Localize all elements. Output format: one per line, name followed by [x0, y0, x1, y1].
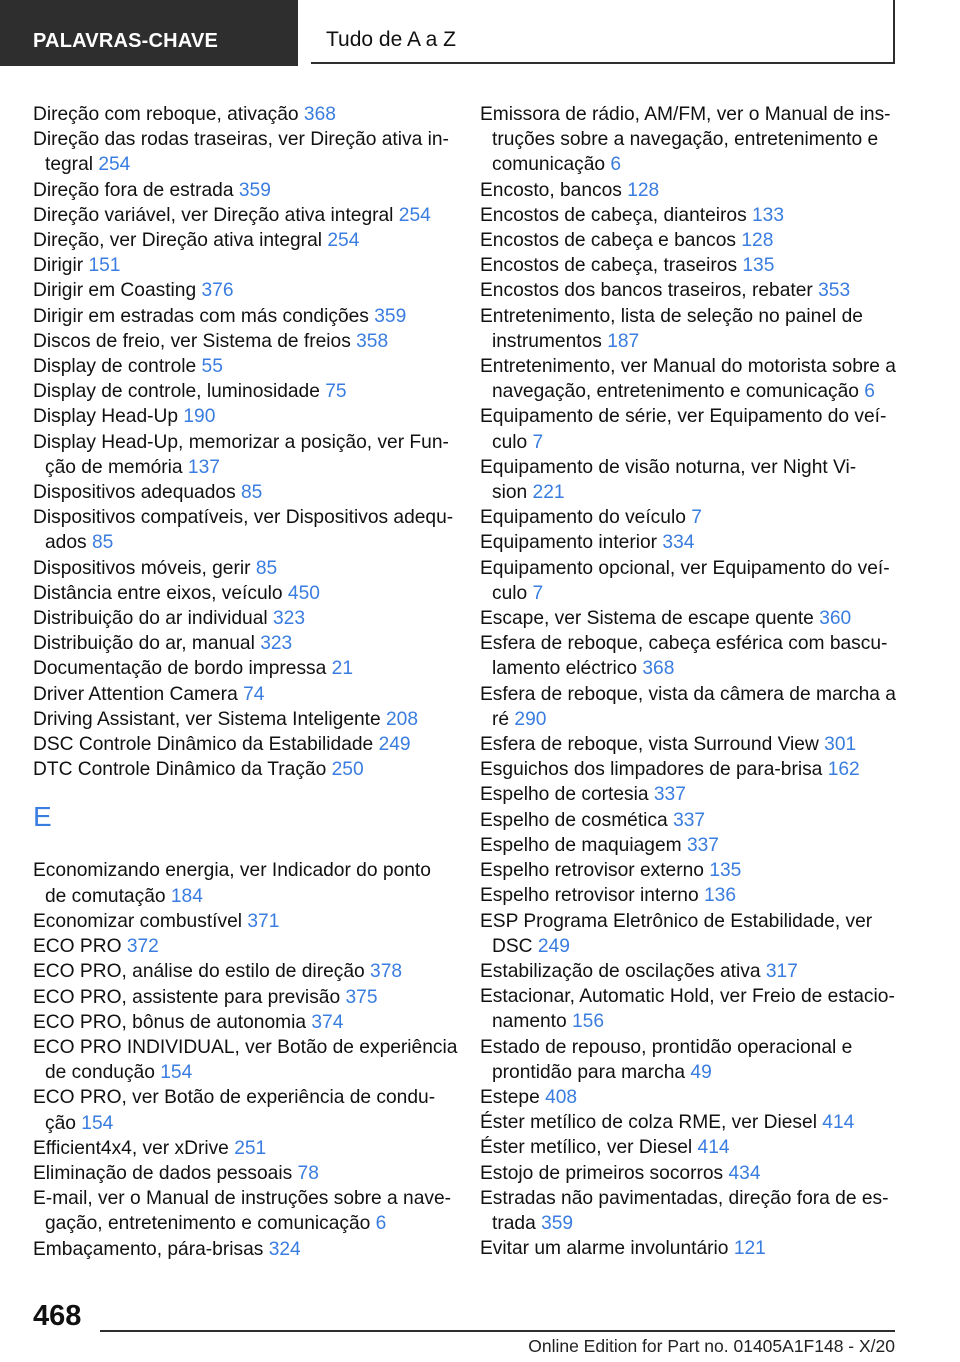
index-entry: [480, 732, 900, 757]
index-entry-text: Dirigir em estradas com más condições: [33, 305, 369, 327]
index-entry-text: Display Head-Up, memorizar a posição, ver Fun‐: [33, 431, 449, 453]
index-entry-text: Direção das rodas traseiras, ver Direção ativa in‐: [33, 129, 449, 151]
index-entry: [33, 1186, 453, 1236]
index-entry: [33, 581, 453, 606]
page-reference-link[interactable]: 374: [311, 1011, 344, 1033]
index-entry: [33, 203, 453, 228]
index-entry-text: DSC Controle Dinâmico da Estabilidade: [33, 734, 374, 756]
index-entry: [480, 757, 900, 782]
index-entry-text: Éster metílico de colza RME, ver Diesel: [480, 1112, 817, 1134]
footer-edition: Online Edition for Part no. 01405A1F148 - X/20: [528, 1336, 895, 1356]
index-entry-text: Encostos de cabeça e bancos: [480, 230, 737, 252]
page-reference-link[interactable]: 137: [187, 456, 220, 478]
index-entry: [33, 959, 453, 984]
index-entry-text: Display de controle: [33, 356, 197, 378]
index-entry: [33, 253, 453, 278]
page-reference-link[interactable]: 154: [160, 1062, 193, 1084]
page-reference-link[interactable]: 221: [532, 482, 565, 504]
index-entry-text: Dirigir em Coasting: [33, 280, 197, 302]
index-entry: [33, 934, 453, 959]
page-reference-link[interactable]: 85: [255, 557, 278, 579]
index-entry-text: ECO PRO, ver Botão de experiência de condu‐: [33, 1087, 436, 1109]
index-entry: [33, 404, 453, 429]
index-entry-text: Escape, ver Sistema de escape quente: [480, 608, 814, 630]
index-entry-text: comunicação: [492, 154, 606, 176]
page-reference-link[interactable]: 408: [545, 1086, 578, 1108]
index-entry-text: navegação, entretenimento e comunicação: [492, 381, 859, 403]
index-group-d: [33, 102, 453, 782]
index-entry-text: ção de memória: [45, 456, 183, 478]
index-entry: [480, 984, 900, 1034]
page-reference-link[interactable]: 6: [375, 1213, 387, 1235]
index-entry-text: Estradas não pavimentadas, direção fora de es‐: [480, 1187, 889, 1209]
page-reference-link[interactable]: 368: [642, 658, 675, 680]
index-entry: [480, 530, 900, 555]
index-entry: [480, 1035, 900, 1085]
index-entry: [480, 1161, 900, 1186]
page-reference-link[interactable]: 337: [673, 809, 706, 831]
index-entry: [33, 1136, 453, 1161]
page-reference-link[interactable]: 371: [247, 910, 280, 932]
page-reference-link[interactable]: 21: [331, 658, 353, 680]
page-reference-link[interactable]: 359: [238, 179, 271, 201]
index-entry-text: Estado de repouso, prontidão operacional e: [480, 1036, 853, 1058]
index-entry-text: Driver Attention Camera: [33, 683, 238, 705]
index-entry: [33, 909, 453, 934]
index-entry-text: Dispositivos adequados: [33, 482, 236, 504]
index-entry-text: Direção, ver Direção ativa integral: [33, 230, 323, 252]
index-entry: [480, 203, 900, 228]
index-entry-text: Display Head-Up: [33, 406, 179, 428]
index-entry: [33, 631, 453, 656]
page-reference-link[interactable]: 324: [268, 1238, 301, 1260]
page-reference-link[interactable]: 6: [864, 381, 875, 403]
index-entry-text: Embaçamento, pára-brisas: [33, 1238, 264, 1260]
page-reference-link[interactable]: 249: [378, 734, 411, 756]
index-entry: [480, 1186, 900, 1236]
index-entry: [33, 985, 453, 1010]
index-entry-text: Equipamento do veículo: [480, 507, 686, 529]
index-entry: [480, 682, 900, 732]
index-entry: [480, 782, 900, 807]
index-entry-text: ECO PRO: [33, 936, 122, 958]
index-entry-text: ECO PRO, bônus de autonomia: [33, 1011, 307, 1033]
page-reference-link[interactable]: 323: [272, 608, 305, 630]
page-number: 468: [33, 1300, 82, 1332]
index-entry: [480, 808, 900, 833]
index-entry-text: DSC: [492, 935, 533, 957]
page-reference-link[interactable]: 156: [572, 1011, 605, 1033]
page-reference-link[interactable]: 151: [88, 255, 121, 277]
index-entry-text: sion: [492, 482, 528, 504]
index-entry: [480, 909, 900, 959]
index-entry-text: Estojo de primeiros socorros: [480, 1162, 724, 1184]
page-reference-link[interactable]: 337: [653, 784, 686, 806]
index-entry-text: Espelho de cosmética: [480, 809, 668, 831]
index-entry-text: Display de controle, luminosidade: [33, 381, 320, 403]
footer-divider: [100, 1330, 895, 1332]
page-reference-link[interactable]: 135: [709, 860, 742, 882]
index-entry: [33, 329, 453, 354]
index-entry-text: Efficient4x4, ver xDrive: [33, 1137, 229, 1159]
page-reference-link[interactable]: 359: [374, 305, 407, 327]
index-entry: [480, 833, 900, 858]
index-entry: [33, 178, 453, 203]
page-reference-link[interactable]: 254: [98, 154, 131, 176]
page-reference-link[interactable]: 378: [370, 961, 403, 983]
index-entry-text: ESP Programa Eletrônico de Estabilidade, ver: [480, 910, 873, 932]
page-reference-link[interactable]: 358: [356, 330, 389, 352]
index-entry-text: Espelho retrovisor interno: [480, 885, 699, 907]
index-entry-text: Dispositivos móveis, gerir: [33, 557, 251, 579]
index-entry: [480, 631, 900, 681]
index-entry-text: Eliminação de dados pessoais: [33, 1162, 293, 1184]
page-reference-link[interactable]: 254: [398, 204, 431, 226]
index-entry-text: Espelho retrovisor externo: [480, 860, 704, 882]
page-reference-link[interactable]: 128: [741, 230, 774, 252]
index-entry-text: Emissora de rádio, AM/FM, ver o Manual de ins‐: [480, 104, 891, 125]
index-entry: [33, 858, 453, 908]
index-entry-text: Equipamento de visão noturna, ver Night Vi‐: [480, 456, 857, 478]
index-entry: [33, 379, 453, 404]
section-tab: PALAVRAS-CHAVE: [0, 0, 298, 66]
page-reference-link[interactable]: 85: [91, 532, 114, 554]
index-entry: [33, 278, 453, 303]
index-entry: [33, 732, 453, 757]
index-entry-text: Dispositivos compatíveis, ver Dispositivos adequ‐: [33, 507, 454, 529]
page-reference-link[interactable]: 121: [733, 1238, 766, 1260]
index-entry-text: Encosto, bancos: [480, 179, 622, 201]
index-entry: [33, 354, 453, 379]
index-entry-text: Estepe: [480, 1086, 540, 1108]
index-entry: [33, 1085, 453, 1135]
index-entry: [33, 556, 453, 581]
page-reference-link[interactable]: 85: [241, 482, 263, 504]
index-entry: [33, 707, 453, 732]
index-entry-text: Documentação de bordo impressa: [33, 658, 327, 680]
page-reference-link[interactable]: 368: [303, 104, 336, 125]
page-reference-link[interactable]: 414: [697, 1137, 730, 1159]
index-entry: [480, 1110, 900, 1135]
index-entry: [480, 178, 900, 203]
index-entry-text: ré: [492, 708, 510, 730]
index-entry-text: trada: [492, 1212, 536, 1234]
index-entry-text: Éster metílico, ver Diesel: [480, 1137, 693, 1159]
page-reference-link[interactable]: 74: [243, 683, 265, 705]
page-reference-link[interactable]: 187: [607, 330, 640, 352]
index-entry: [33, 304, 453, 329]
page-reference-link[interactable]: 7: [691, 507, 702, 529]
index-entry-text: Distância entre eixos, veículo: [33, 582, 283, 604]
index-entry-text: Estacionar, Automatic Hold, ver Freio de estacio‐: [480, 986, 895, 1008]
page-reference-link[interactable]: 7: [532, 582, 544, 604]
index-group-e: [33, 858, 458, 1261]
page-reference-link[interactable]: 136: [703, 885, 736, 907]
page-reference-link[interactable]: 184: [170, 885, 203, 907]
letter-heading-e: E: [33, 801, 52, 833]
index-entry-text: Evitar um alarme involuntário: [480, 1238, 729, 1260]
index-entry-text: culo: [492, 431, 528, 453]
index-entry-text: Economizando energia, ver Indicador do ponto: [33, 860, 431, 882]
index-entry-text: truções sobre a navegação, entretenimento e: [492, 129, 879, 151]
index-entry: [480, 556, 900, 606]
page-reference-link[interactable]: 376: [201, 280, 234, 302]
page-reference-link[interactable]: 254: [327, 230, 360, 252]
index-column-right: [480, 102, 900, 1261]
index-entry-text: Economizar combustível: [33, 910, 243, 932]
index-entry-text: ção: [45, 1112, 76, 1134]
page-reference-link[interactable]: 251: [234, 1137, 267, 1159]
index-entry-text: namento: [492, 1011, 567, 1033]
index-entry-text: Dirigir: [33, 255, 84, 277]
index-entry-text: Esfera de reboque, vista Surround View: [480, 734, 819, 756]
page-reference-link[interactable]: 450: [287, 582, 320, 604]
page-reference-link[interactable]: 353: [818, 280, 851, 302]
index-entry-text: prontidão para marcha: [492, 1061, 686, 1083]
index-entry-text: Equipamento de série, ver Equipamento do veí‐: [480, 406, 887, 428]
index-entry: [480, 505, 900, 530]
index-entry: [480, 455, 900, 505]
index-entry-text: tegral: [45, 154, 93, 176]
index-entry: [33, 1010, 453, 1035]
index-entry: [480, 304, 900, 354]
index-entry: [480, 404, 900, 454]
index-entry-text: Direção com reboque, ativação: [33, 104, 299, 125]
index-entry-text: instrumentos: [492, 330, 602, 352]
index-entry-text: Distribuição do ar, manual: [33, 633, 255, 655]
page-reference-link[interactable]: 334: [662, 532, 695, 554]
index-entry-text: Espelho de maquiagem: [480, 834, 682, 856]
index-entry: [33, 682, 453, 707]
index-entry-text: de comutação: [45, 885, 166, 907]
index-entry-text: Driving Assistant, ver Sistema Inteligente: [33, 708, 381, 730]
index-group-e-continued: [480, 102, 900, 1261]
page-reference-link[interactable]: 249: [537, 935, 570, 957]
page-reference-link[interactable]: 7: [532, 431, 544, 453]
index-column-left: [33, 102, 458, 1262]
index-entry: [480, 959, 900, 984]
index-entry: [33, 127, 453, 177]
page-reference-link[interactable]: 154: [81, 1112, 114, 1134]
index-entry-text: Discos de freio, ver Sistema de freios: [33, 330, 351, 352]
index-entry-text: Distribuição do ar individual: [33, 608, 268, 630]
index-entry-text: Esfera de reboque, cabeça esférica com bascu‐: [480, 633, 888, 655]
page-reference-link[interactable]: 323: [260, 633, 293, 655]
page-reference-link[interactable]: 360: [819, 608, 852, 630]
index-entry: [480, 606, 900, 631]
page-reference-link[interactable]: 434: [728, 1162, 761, 1184]
page-reference-link[interactable]: 6: [610, 154, 622, 176]
page-reference-link[interactable]: 162: [827, 759, 860, 781]
page-reference-link[interactable]: 75: [325, 381, 347, 403]
index-entry: [33, 505, 453, 555]
index-entry: [480, 253, 900, 278]
page-reference-link[interactable]: 190: [183, 406, 216, 428]
page-reference-link[interactable]: 372: [126, 936, 159, 958]
index-entry: [33, 430, 453, 480]
index-entry: [33, 480, 453, 505]
index-entry-text: ados: [45, 532, 87, 554]
index-entry: [480, 1236, 900, 1261]
index-entry-text: Espelho de cortesia: [480, 784, 649, 806]
page-header-title: [311, 0, 895, 64]
index-entry-text: de condução: [45, 1062, 155, 1084]
index-entry-text: ECO PRO INDIVIDUAL, ver Botão de experiência: [33, 1036, 458, 1058]
page-reference-link[interactable]: 250: [331, 759, 364, 781]
page-reference-link[interactable]: 414: [822, 1112, 855, 1134]
page-reference-link[interactable]: 317: [765, 960, 798, 982]
index-entry: [33, 228, 453, 253]
index-entry: [33, 1161, 453, 1186]
page-reference-link[interactable]: 133: [752, 204, 785, 226]
index-entry: [33, 102, 453, 127]
index-entry: [480, 1135, 900, 1160]
index-entry: [480, 228, 900, 253]
page-reference-link[interactable]: 337: [686, 834, 719, 856]
index-entry-text: Encostos de cabeça, dianteiros: [480, 204, 747, 226]
index-entry-text: Estabilização de oscilações ativa: [480, 960, 761, 982]
index-entry-text: DTC Controle Dinâmico da Tração: [33, 759, 327, 781]
index-entry-text: Equipamento interior: [480, 532, 658, 554]
index-entry: [33, 1035, 458, 1085]
index-entry-text: Direção fora de estrada: [33, 179, 234, 201]
index-entry-text: ECO PRO, assistente para previsão: [33, 986, 341, 1008]
index-entry-text: Direção variável, ver Direção ativa integral: [33, 204, 394, 226]
page-reference-link[interactable]: 128: [627, 179, 660, 201]
index-entry-text: Encostos de cabeça, traseiros: [480, 255, 738, 277]
index-entry-text: Esguichos dos limpadores de para-brisa: [480, 759, 823, 781]
page-reference-link[interactable]: 135: [742, 255, 775, 277]
index-entry: [480, 858, 900, 883]
index-entry: [480, 883, 900, 908]
index-entry: [480, 1085, 900, 1110]
index-entry-text: ECO PRO, análise do estilo de direção: [33, 961, 365, 983]
index-entry-text: Esfera de reboque, vista da câmera de marcha a: [480, 683, 896, 705]
index-entry-text: Equipamento opcional, ver Equipamento do veí‐: [480, 557, 890, 579]
page-reference-link[interactable]: 55: [201, 356, 223, 378]
index-entry: [480, 278, 900, 303]
index-entry-text: Encostos dos bancos traseiros, rebater: [480, 280, 813, 302]
page-reference-link[interactable]: 208: [386, 708, 419, 730]
page-reference-link[interactable]: 290: [514, 708, 547, 730]
index-entry: [480, 354, 900, 404]
page-reference-link[interactable]: 375: [345, 986, 378, 1008]
index-entry: [480, 102, 900, 178]
index-entry-text: gação, entretenimento e comunicação: [45, 1213, 371, 1235]
index-entry-text: Entretenimento, ver Manual do motorista sobre a: [480, 356, 896, 378]
page-reference-link[interactable]: 301: [824, 734, 857, 756]
page-reference-link[interactable]: 78: [297, 1162, 319, 1184]
index-entry: [33, 606, 453, 631]
index-entry: [33, 1237, 453, 1262]
index-entry: [33, 757, 453, 782]
header-title-text: Tudo de A a Z: [326, 28, 456, 51]
index-entry-text: culo: [492, 582, 528, 604]
index-entry-text: lamento eléctrico: [492, 658, 638, 680]
page-reference-link[interactable]: 359: [541, 1212, 574, 1234]
index-entry-text: Entretenimento, lista de seleção no painel de: [480, 305, 863, 327]
page-reference-link[interactable]: 49: [690, 1061, 712, 1083]
index-entry-text: E-mail, ver o Manual de instruções sobre a nave‐: [33, 1188, 452, 1210]
index-entry: [33, 656, 453, 681]
